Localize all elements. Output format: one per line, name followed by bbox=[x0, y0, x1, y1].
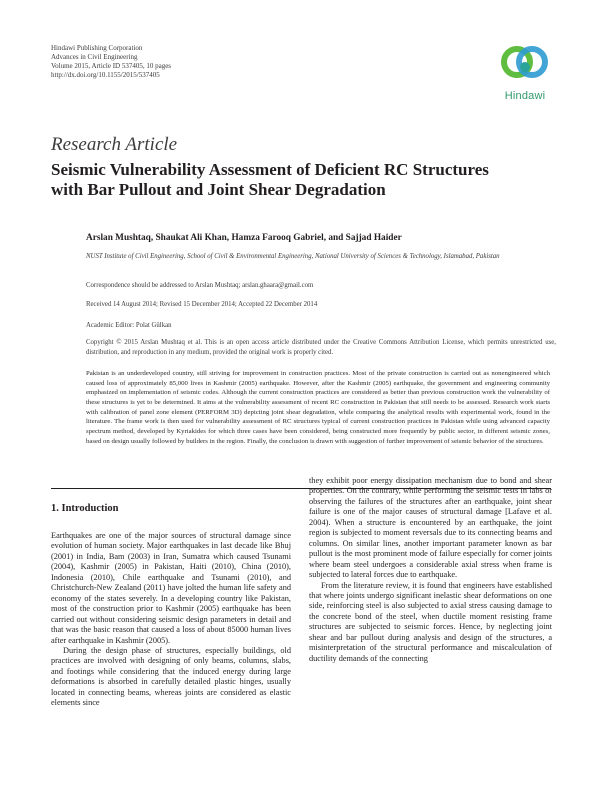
paragraph: they exhibit poor energy dissipation mechanism due to bond and shear properties. On the contrary, while performing the seismic tests in labs or observing the failures of the structures after an earthquake, joint shear failure is one of the major causes of structural damage [Lafave et al. 2004). When a structure is encountered by an earthquake, the joint region is subjected to moment reversals due to its connecting beams and columns. On similar lines, another important parameter known as bar pullout is the most prominent mode of failure especially for corner joints where beam steel undergoes a considerable axial stress when frame is subjected to lateral forces due to earthquake. bbox=[309, 476, 552, 580]
copyright-notice: Copyright © 2015 Arslan Mushtaq et al. This is an open access article distributed under the Creative Commons Attribution License, which permits unrestricted use, distribution, and reproduction in any medium, provided the original work is properly cited. bbox=[86, 339, 556, 356]
volume-info: Volume 2015, Article ID 537405, 10 pages bbox=[51, 62, 172, 70]
author-list: Arslan Mushtaq, Shaukat Ali Khan, Hamza Farooq Gabriel, and Sajjad Haider bbox=[86, 233, 402, 243]
paragraph: Earthquakes are one of the major sources of structural damage since evolution of human society. Major earthquakes in last decade like Bhuj (2001) in India, Bam (2003) in Iran, Sumatra which caused Tsunami (2004), Kashmir (2005) in Pakistan, Haiti (2010), China (2010), Indonesia (2010), Chile earthquake and Tsunami (2010), and Christchurch-New Zealand (2011) have jolted the human life safety and economy of the states severely. In a developing country like Pakistan, most of the construction prior to Kashmir (2005) earthquake has been carried out without considering seismic design parameters in detail and that was the basic reason that caused a loss of about 85000 human lives after earthquake in Kashmir (2005). bbox=[51, 531, 291, 645]
paragraph: During the design phase of structures, especially buildings, old practices are involved with designing of only beams, columns, slabs, and footings while considering that the induced energy during large deformations is absorbed in carefully detailed plastic hinges, usually located in connecting beams, whereas joints are considered as elastic elements since bbox=[51, 645, 291, 708]
hindawi-logo bbox=[496, 40, 554, 108]
received-dates: Received 14 August 2014; Revised 15 December 2014; Accepted 22 December 2014 bbox=[86, 301, 318, 308]
section-heading: 1. Introduction bbox=[51, 503, 119, 514]
affiliation: NUST Institute of Civil Engineering, School of Civil & Environmental Engineering, National University of Sciences & Technology, Islamabad, Pakistan bbox=[86, 253, 500, 260]
article-type: Research Article bbox=[51, 134, 178, 155]
logo-wordmark: Hindawi bbox=[504, 90, 546, 102]
academic-editor: Academic Editor: Polat Gülkan bbox=[86, 322, 172, 329]
journal-header bbox=[51, 44, 171, 80]
title-line: Seismic Vulnerability Assessment of Deficient RC Structures bbox=[51, 160, 489, 179]
paragraph: From the literature review, it is found that engineers have established that where joints undergo significant inelastic shear deformations on one side, reinforcing steel is also subjected to axial stress causing damage to the concrete bond of the steel, when ductile moment resisting frame structures are subjected to seismic forces. Hence, by neglecting joint shear and bar pullout during analysis and design of the structures, a misinterpretation of the structural performance and miscalculation of ductility demands of the connecting bbox=[309, 580, 552, 663]
left-column bbox=[51, 531, 291, 709]
doi-link[interactable]: http://dx.doi.org/10.1155/2015/537405 bbox=[51, 71, 160, 79]
publisher-name: Hindawi Publishing Corporation bbox=[51, 44, 143, 52]
title-line: with Bar Pullout and Joint Shear Degradation bbox=[51, 180, 386, 199]
journal-name: Advances in Civil Engineering bbox=[51, 53, 138, 61]
article-title bbox=[51, 160, 551, 200]
hindawi-rings-icon bbox=[496, 40, 554, 90]
correspondence: Correspondence should be addressed to Arslan Mushtaq; arslan.ghaara@gmail.com bbox=[86, 282, 314, 289]
abstract: Pakistan is an underdeveloped country, still striving for improvement in construction practices. Most of the private construction is carried out as nonengineered which caused loss of approximately 85,000 lives in Kashmir (2005) earthquake. However, after the Kashmir (2005) earthquake, the government and engineering community emphasized on implementation of seismic codes. Although the current construction practices are considered as better than previous construction work the vulnerability of these structures is yet to be determined. It aims at the vulnerability assessment of recent RC construction in Pakistan that still needs to be assessed. Research work starts with calibration of panel zone element (PERFORM 3D) depicting joint shear degradation, while comparing the analytical results with experimental work, found in the literature. The frame work is then used for vulnerability assessment of RC structures typical of current construction practices in Pakistan while using advanced capacity spectrum method, developed by Kyriakides for which three cases have been considered, being constructed more frequently by public sector, in different seismic zones, based on design usually followed by builders in the region. Finally, the conclusion is drawn with suggestion of further improvement of seismic behavior of the structures. bbox=[86, 370, 550, 445]
right-column bbox=[309, 476, 552, 664]
